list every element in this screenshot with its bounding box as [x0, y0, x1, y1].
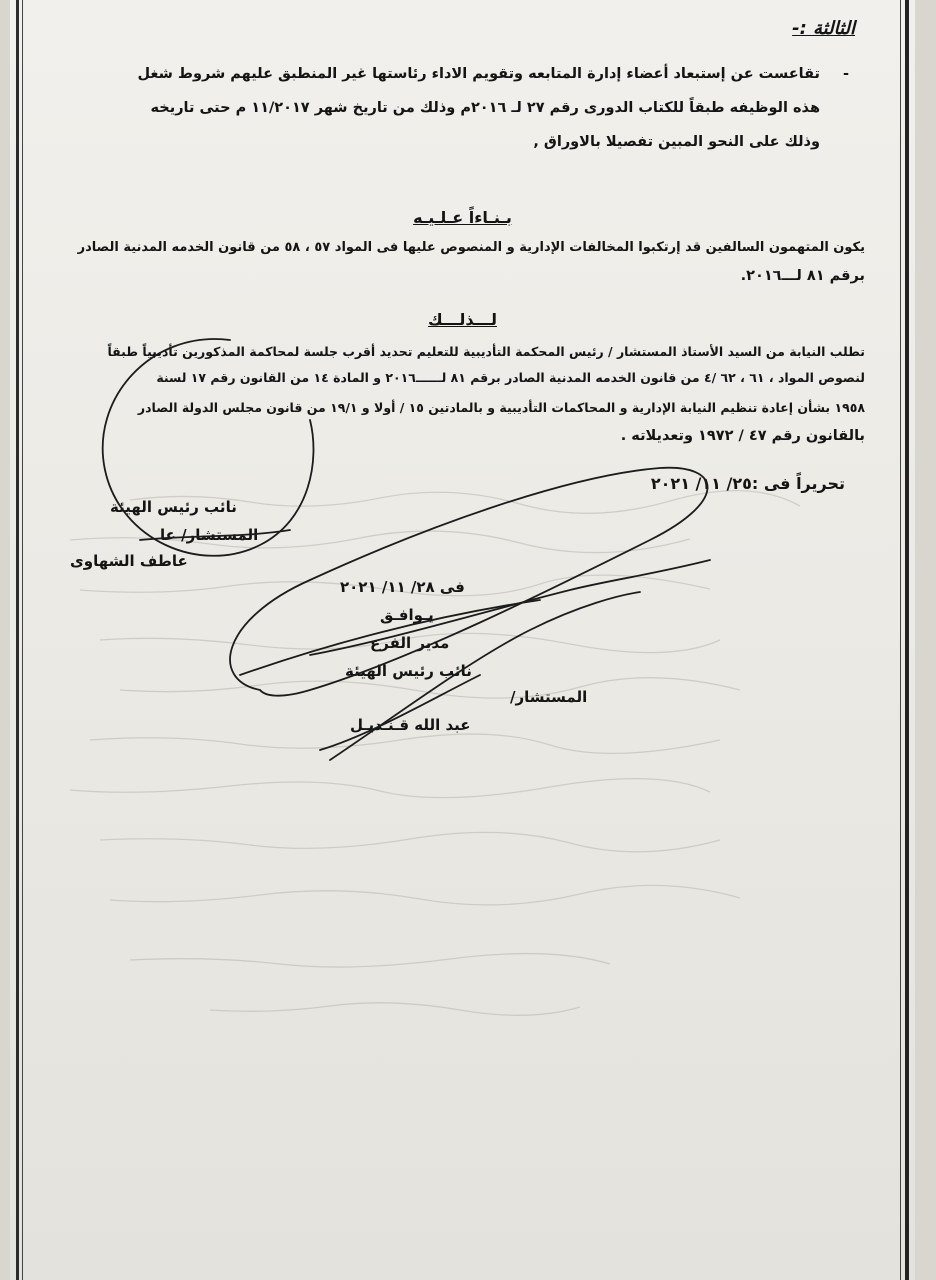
approval-role: مدير الفرع	[370, 634, 450, 652]
based-on-heading: بـنـاءاً عـلـيـه	[413, 208, 512, 227]
therefore-line-1: تطلب النيابة من السيد الأستاذ المستشار / رئيس المحكمة التأديبية للتعليم تحديد أقرب جلسة لمحاكمة المذكورين تأديبياً طبقاً	[107, 344, 865, 359]
approval-name: عبد الله قـنـديـل	[350, 716, 471, 734]
bullet-dash: -	[842, 66, 849, 82]
therefore-line-2: لنصوص المواد ، ٦١ ، ٦٢ /٤ من قانون الخدمه المدنية الصادر برقم ٨١ لــــــ٢٠١٦ و المادة ١٤ من القانون رقم ١٧ لسنة	[156, 370, 865, 385]
document-page	[10, 0, 915, 1280]
handwritten-signature-marks	[10, 0, 915, 1280]
approval-title: نائب رئيس الهيئة	[345, 662, 472, 680]
drafted-date: تحريراً فى :٢٥/ ١١/ ٢٠٢١	[650, 474, 845, 493]
therefore-line-3: ١٩٥٨ بشأن إعادة تنظيم النيابة الإدارية و المحاكمات التأديبية و بالمادتين ١٥ / أولا و ١٩/١ من قانون مجلس الدولة الصادر	[137, 400, 865, 415]
therefore-line-4: بالقانون رقم ٤٧ / ١٩٧٢ وتعديلاته .	[620, 428, 865, 444]
based-on-line-2: برقم ٨١ لـــ٢٠١٦.	[740, 268, 865, 284]
approval-rank: المستشار/	[510, 688, 588, 706]
therefore-heading: لـــذلـــك	[428, 310, 497, 329]
approval-date: فى ٢٨/ ١١/ ٢٠٢١	[340, 578, 465, 596]
charge-line-1: تقاعست عن إستبعاد أعضاء إدارة المتابعه وتقويم الاداء رئاستها غير المنطبق عليهم شروط شغل	[137, 66, 820, 82]
charge-line-3: وذلك على النحو المبين تفصيلا بالاوراق ,	[533, 134, 820, 150]
approval-approve: يـوافـق	[380, 606, 434, 624]
charge-line-2: هذه الوظيفه طبقاً للكتاب الدورى رقم ٢٧ لـ ٢٠١٦م وذلك من تاريخ شهر ١١/٢٠١٧ م حتى تاريخه	[150, 100, 820, 116]
signatory-1-rank: المستشار/ عا	[160, 526, 259, 544]
heading-third-charge: الثالثة :-	[792, 18, 855, 39]
based-on-line-1: يكون المتهمون السالفين قد إرتكبوا المخالفات الإدارية و المنصوص عليها فى المواد ٥٧ ، ٥٨ من قانون الخدمه المدنية الصادر	[77, 240, 865, 255]
signatory-1-title: نائب رئيس الهيئة	[110, 498, 237, 516]
signatory-1-name: عاطف الشهاوى	[70, 552, 188, 570]
